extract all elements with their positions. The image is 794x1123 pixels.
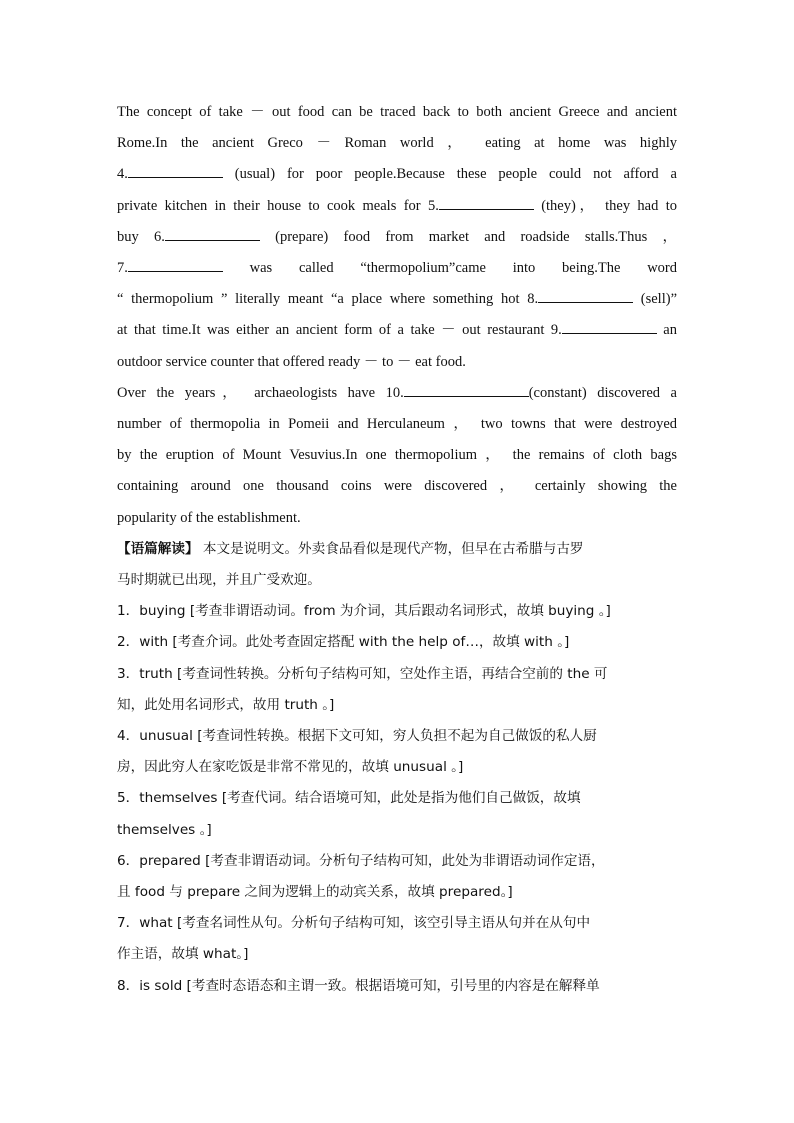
analysis-intro: 【语篇解读】 本文是说明文。外卖食品看似是现代产物，但早在古希腊与古罗 [117,540,584,557]
passage-line: outdoor service counter that offered ready － to － eat food. [117,353,466,370]
answer-6: 6．prepared [考查非谓语动词。分析句子结构可知，此处为非谓语动词作定语， [117,852,605,869]
answer-6-cont: 且 food 与 prepare 之间为逻辑上的动宾关系，故填 prepared。] [117,884,513,901]
passage-line: Over the years， archaeologists have 10. (constant) discovered a [117,378,677,409]
answer-5: 5．themselves [考查代词。结合语境可知，此处是指为他们自己做饭，故填 [117,790,581,807]
analysis-section [117,534,677,1002]
passage-line: 4. (usual) for poor people.Because these people could not afford a [117,159,677,190]
blank-5[interactable] [439,195,534,210]
passage-line: containing around one thousand coins were discovered ， certainly showing the [117,478,677,495]
answer-1: 1．buying [考查非谓语动词。from 为介词，其后跟动名词形式，故填 buying 。] [117,603,611,620]
passage-line: popularity of the establishment. [117,509,301,526]
blank-10[interactable] [404,382,529,397]
passage-line: “ thermopolium ” literally meant “a place where something hot 8. (sell)” [117,284,677,315]
passage-line: buy 6. (prepare) food from market and roadside stalls.Thus ， [117,222,677,253]
answer-5-cont: themselves 。] [117,821,212,838]
passage-line: at that time.It was either an ancient form of a take － out restaurant 9. an [117,315,677,346]
answer-7: 7．what [考查名词性从句。分析句子结构可知，该空引导主语从句并在从句中 [117,915,591,932]
answer-7-cont: 作主语，故填 what。] [117,946,249,963]
answer-2: 2．with [考查介词。此处考查固定搭配 with the help of…，故填 with 。] [117,634,570,651]
answer-8: 8．is sold [考查时态语态和主谓一致。根据语境可知，引号里的内容是在解释单 [117,977,600,994]
answer-3-cont: 知，此处用名词形式，故用 truth 。] [117,696,335,713]
analysis-tag: 【语篇解读】 [117,540,199,557]
passage-line: 7. was called “thermopolium”came into being.The word [117,253,677,284]
blank-6[interactable] [165,226,260,241]
blank-4[interactable] [128,163,223,178]
passage-line: The concept of take － out food can be traced back to both ancient Greece and ancient [117,104,677,120]
answer-3: 3．truth [考查词性转换。分析句子结构可知，空处作主语，再结合空前的 the 可 [117,665,608,682]
passage-line: private kitchen in their house to cook meals for 5. (they)， they had to [117,191,677,222]
blank-8[interactable] [538,288,633,303]
passage [117,97,677,534]
passage-line: Rome.In the ancient Greco － Roman world ， eating at home was highly [117,135,677,152]
blank-7[interactable] [128,257,223,272]
blank-9[interactable] [562,319,657,334]
passage-line: by the eruption of Mount Vesuvius.In one thermopolium ， the remains of cloth bags [117,447,677,464]
passage-line: number of thermopolia in Pomeii and Herculaneum ， two towns that were destroyed [117,416,677,433]
answer-4: 4．unusual [考查词性转换。根据下文可知，穷人负担不起为自己做饭的私人厨 [117,728,597,745]
answer-4-cont: 房，因此穷人在家吃饭是非常不常见的，故填 unusual 。] [117,759,464,776]
analysis-intro-cont: 马时期就已出现，并且广受欢迎。 [117,572,321,589]
